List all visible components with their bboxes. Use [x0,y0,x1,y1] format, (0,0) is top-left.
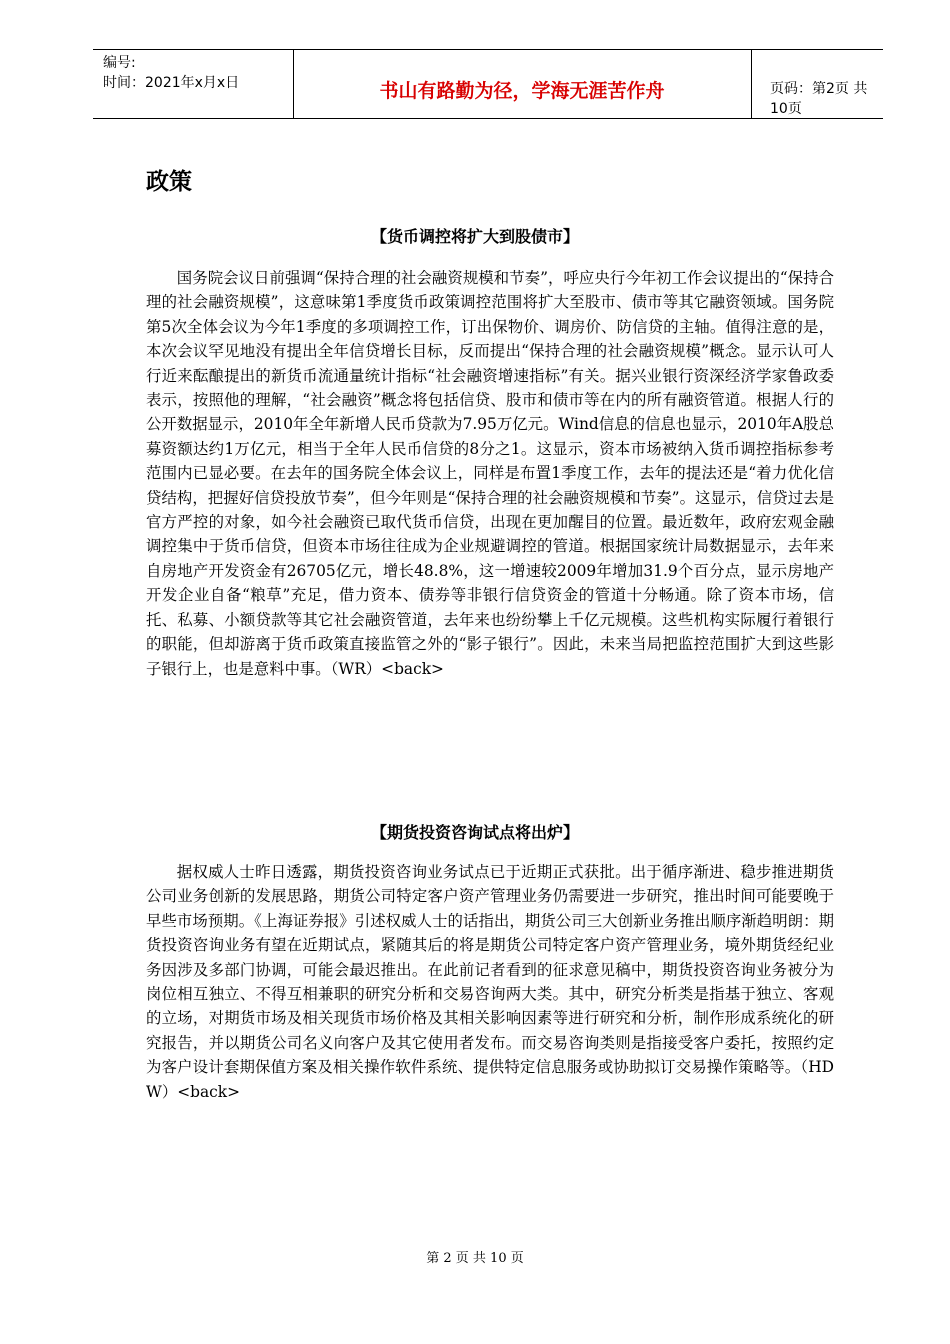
article-body: 国务院会议日前强调“保持合理的社会融资规模和节奏”，呼应央行今年初工作会议提出的“保持合理的社会融资规模”，这意味第1季度货币政策调控范围将扩大至股市、债市等其它融资领域。国务院第5次全体会议为今年1季度的多项调控工作，订出保物价、调房价、防信贷的主轴。值得注意的是，本次会议罕见地没有提出全年信贷增长目标，反而提出“保持合理的社会融资规模”概念。显示认可人行近来酝酿提出的新货币流通量统计指标“社会融资增速指标”有关。据兴业银行资深经济学家鲁政委表示，按照他的理解，“社会融资”概念将包括信贷、股市和债市等在内的所有融资管道。根据人行的公开数据显示，2010年全年新增人民币贷款为7.95万亿元。Wind信息的信息也显示，2010年A股总募资额达约1万亿元，相当于全年人民币信贷的8分之1。这显示，资本市场被纳入货币调控指标参考范围内已显必要。在去年的国务院全体会议上，同样是布置1季度工作，去年的提法还是“着力优化信贷结构，把握好信贷投放节奏”，但今年则是“保持合理的社会融资规模和节奏”。这显示，信贷过去是官方严控的对象，如今社会融资已取代货币信贷，出现在更加醒目的位置。最近数年，政府宏观金融调控集中于货币信贷，但资本市场往往成为企业规避调控的管道。根据国家统计局数据显示，去年来自房地产开发资金有26705亿元，增长48.8%，这一增速较2009年增加31.9个百分点，显示房地产开发企业自备“粮草”充足，借力资本、债券等非银行信贷资金的管道十分畅通。除了资本市场，信托、私募、小额贷款等其它社会融资管道，去年来也纷纷攀上千亿元规模。这些机构实际履行着银行的职能，但却游离于货币政策直接监管之外的“影子银行”。因此，未来当局把监控范围扩大到这些影子银行上，也是意料中事。（WR）<back> [146,269,834,678]
page-footer [0,1247,950,1266]
article-title: 【货币调控将扩大到股债市】 [370,227,579,246]
header-page-cell [752,50,883,118]
header-motto-cell [293,50,752,118]
section-title: 政策 [146,169,192,195]
article-title: 【期货投资咨询试点将出炉】 [370,823,579,842]
article-body: 据权威人士昨日透露，期货投资咨询业务试点已于近期正式获批。出于循序渐进、稳步推进期货公司业务创新的发展思路，期货公司特定客户资产管理业务仍需要进一步研究，推出时间可能要晚于早些市场预期。《上海证券报》引述权威人士的话指出，期货公司三大创新业务推出顺序渐趋明朗：期货投资咨询业务有望在近期试点，紧随其后的将是期货公司特定客户资产管理业务，境外期货经纪业务因涉及多部门协调，可能会最迟推出。在此前记者看到的征求意见稿中，期货投资咨询业务被分为岗位相互独立、不得互相兼职的研究分析和交易咨询两大类。其中，研究分析类是指基于独立、客观的立场，对期货市场及相关现货市场价格及其相关影响因素等进行研究和分析，制作形成系统化的研究报告，并以期货公司名义向客户及其它使用者发布。而交易咨询类则是指接受客户委托，按照约定为客户设计套期保值方案及相关操作软件系统、提供特定信息服务或协助拟订交易操作策略等。（HDW）<back> [146,863,834,1101]
footer-page-number: 第 2 页 共 10 页 [426,1251,524,1266]
document-number-label: 编号: [103,55,136,71]
document-time-label: 时间：2021年x月x日 [103,75,240,91]
header-meta-cell [93,50,294,118]
header-page-number: 页码：第2页 共10页 [770,81,868,117]
page-header [93,49,883,119]
header-motto: 书山有路勤为径，学海无涯苦作舟 [379,80,665,102]
